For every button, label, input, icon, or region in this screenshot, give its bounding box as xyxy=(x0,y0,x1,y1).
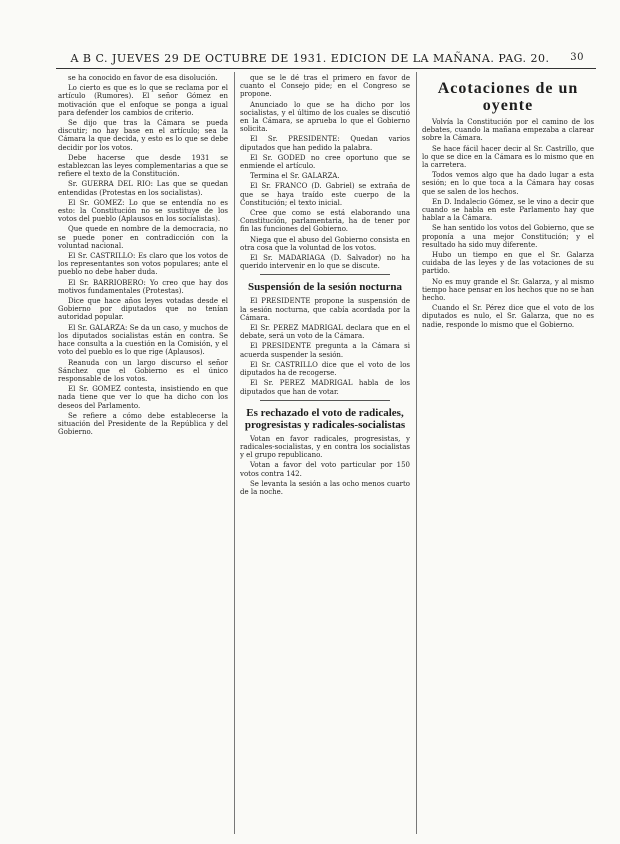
column-3 xyxy=(422,74,594,834)
article-paragraph: Dice que hace años leyes votadas desde el Gobierno por diputados que no tenían autoridad popular. xyxy=(58,297,228,322)
article-paragraph: Cree que como se está elaborando una Constitución, parlamentaria, ha de tener por fin las funciones del Gobierno. xyxy=(240,209,410,234)
article-paragraph: El PRESIDENTE propone la suspensión de la sesión nocturna, que cabía acordada por la Cámara. xyxy=(240,297,410,322)
section-heading: Suspensión de la sesión nocturna xyxy=(247,281,403,294)
article-paragraph: Se levanta la sesión a las ocho menos cuarto de la noche. xyxy=(240,479,410,496)
article-paragraph: El Sr. MADARIAGA (D. Salvador) no ha querido intervenir en lo que se discute. xyxy=(240,254,410,271)
header-rule xyxy=(56,68,596,69)
article-paragraph: Niega que el abuso del Gobierno consista en otra cosa que la voluntad de los votos. xyxy=(240,235,410,252)
article-paragraph: El Sr. GOMEZ: Lo que se entendía no es esto: la Constitución no se sustituye de los votos del pueblo (Aplausos en los socialistas). xyxy=(58,198,228,224)
article-paragraph: Votan a favor del voto particular por 150 votos contra 142. xyxy=(240,461,410,478)
article-paragraph: Votan en favor radicales, progresistas, y radicales-socialistas, y en contra los socialistas y el grupo republicano. xyxy=(240,434,410,460)
column-1 xyxy=(58,74,228,834)
article-paragraph: El Sr. CASTRILLO dice que el voto de los diputados ha de recogerse. xyxy=(240,360,410,378)
column-divider xyxy=(416,72,417,834)
article-paragraph: No es muy grande el Sr. Galarza, y al mismo tiempo hace pensar en los hechos que no se han hecho. xyxy=(422,277,594,303)
article-paragraph: Se hace fácil hacer decir al Sr. Castrillo, que lo que se dice en la Cámara es lo mismo que en la carretera. xyxy=(422,144,594,170)
article-paragraph: El PRESIDENTE pregunta a la Cámara si acuerda suspender la sesión. xyxy=(240,342,410,359)
article-paragraph: se ha conocido en favor de esa disolución. xyxy=(68,74,218,82)
article-paragraph: Debe hacerse que desde 1931 se establezcan las leyes complementarias a que se refiere el texto de la Constitución. xyxy=(58,153,228,179)
page-header xyxy=(0,52,620,66)
header-line: A B C. JUEVES 29 DE OCTUBRE DE 1931. EDICION DE LA MAÑANA. PAG. 20. xyxy=(70,52,550,65)
section-rule xyxy=(260,274,390,275)
article-paragraph: Termina el Sr. GALARZA. xyxy=(250,172,340,181)
article-paragraph: Cuando el Sr. Pérez dice que el voto de los diputados es nulo, el Sr. Galarza, que no es nadie, responde lo mismo que el Gobierno. xyxy=(422,304,594,329)
article-paragraph: El Sr. BARRIOBERO: Yo creo que hay dos motivos fundamentales (Protestas). xyxy=(58,278,228,295)
article-paragraph: Todos vemos algo que ha dado lugar a esta sesión; en lo que toca a la Cámara hay cosas que se salen de los hechos. xyxy=(422,171,594,196)
article-paragraph: El Sr. GODED no cree oportuno que se enmiende el artículo. xyxy=(240,153,410,171)
article-paragraph: El Sr. PEREZ MADRIGAL declara que en el debate, será un voto de la Cámara. xyxy=(240,324,410,341)
article-paragraph: Reanuda con un largo discurso el señor Sánchez que el Gobierno es el único responsable de los votos. xyxy=(58,358,228,383)
article-paragraph: Sr. GUERRA DEL RIO: Las que se quedan entendidas (Protestas en los socialistas). xyxy=(58,180,228,197)
section-rule xyxy=(260,400,390,401)
article-paragraph: El Sr. GOMEZ contesta, insistiendo en que nada tiene que ver lo que ha dicho con los deseos del Parlamento. xyxy=(58,385,228,410)
article-paragraph: que se le dé tras el primero en favor de cuanto el Consejo pide; en el Congreso se propone. xyxy=(240,74,410,99)
article-paragraph: En D. Indalecio Gómez, se le vino a decir que cuando se habla en este Parlamento hay que hablar a la Cámara. xyxy=(422,197,594,223)
column-2 xyxy=(240,74,410,834)
article-paragraph: El Sr. CASTRILLO: Es claro que los votos de los representantes son votos populares; ante el pueblo no debe haber duda. xyxy=(58,252,228,277)
article-paragraph: Anunciado lo que se ha dicho por los socialistas, y el último de los cuales se discutió en la Cámara, se aprueba lo que el Gobierno solicita. xyxy=(240,100,410,134)
column-title: Acotaciones de un oyente xyxy=(437,80,579,114)
article-paragraph: Lo cierto es que es lo que se reclama por el artículo (Rumores). El señor Gómez en motivación que el enfoque se ponga a igual para defender los cambios de criterio. xyxy=(58,84,228,117)
article-paragraph: Que quede en nombre de la democracia, no se puede poner en contradicción con la voluntad nacional. xyxy=(58,225,228,250)
article-paragraph: Se refiere a cómo debe establecerse la situación del Presidente de la República y del Gobierno. xyxy=(58,411,228,437)
section-heading: Es rechazado el voto de radicales, progresistas y radicales-socialistas xyxy=(244,406,406,431)
column-divider xyxy=(234,72,235,834)
article-paragraph: Hubo un tiempo en que el Sr. Galarza cuidaba de las leyes y de las votaciones de su partido. xyxy=(422,251,594,276)
page-folio: 30 xyxy=(570,52,584,63)
article-paragraph: El Sr. GALARZA: Se da un caso, y muchos de los diputados socialistas están en contra. Se hace consulta a la cuestión en la Comisión, y el voto del pueblo es lo que rige (Aplausos). xyxy=(58,323,228,357)
article-paragraph: Volvía la Constitución por el camino de los debates, cuando la mañana empezaba a clarear sobre la Cámara. xyxy=(422,118,594,143)
article-paragraph: El Sr. PEREZ MADRIGAL habla de los diputados que han de votar. xyxy=(240,379,410,396)
article-paragraph: El Sr. FRANCO (D. Gabriel) se extraña de que se haya traído este cuerpo de la Constitución; el texto inicial. xyxy=(240,182,410,207)
article-paragraph: El Sr. PRESIDENTE: Quedan varios diputados que han pedido la palabra. xyxy=(240,135,410,152)
article-paragraph: Se han sentido los votos del Gobierno, que se proponía a una mejor Constitución; y el resultado ha sido muy diferente. xyxy=(422,224,594,249)
article-paragraph: Se dijo que tras la Cámara se pueda discutir; no hay base en el artículo; sea la Cámara la que decida, y esto es lo que se debe decidir por los votos. xyxy=(58,119,228,152)
